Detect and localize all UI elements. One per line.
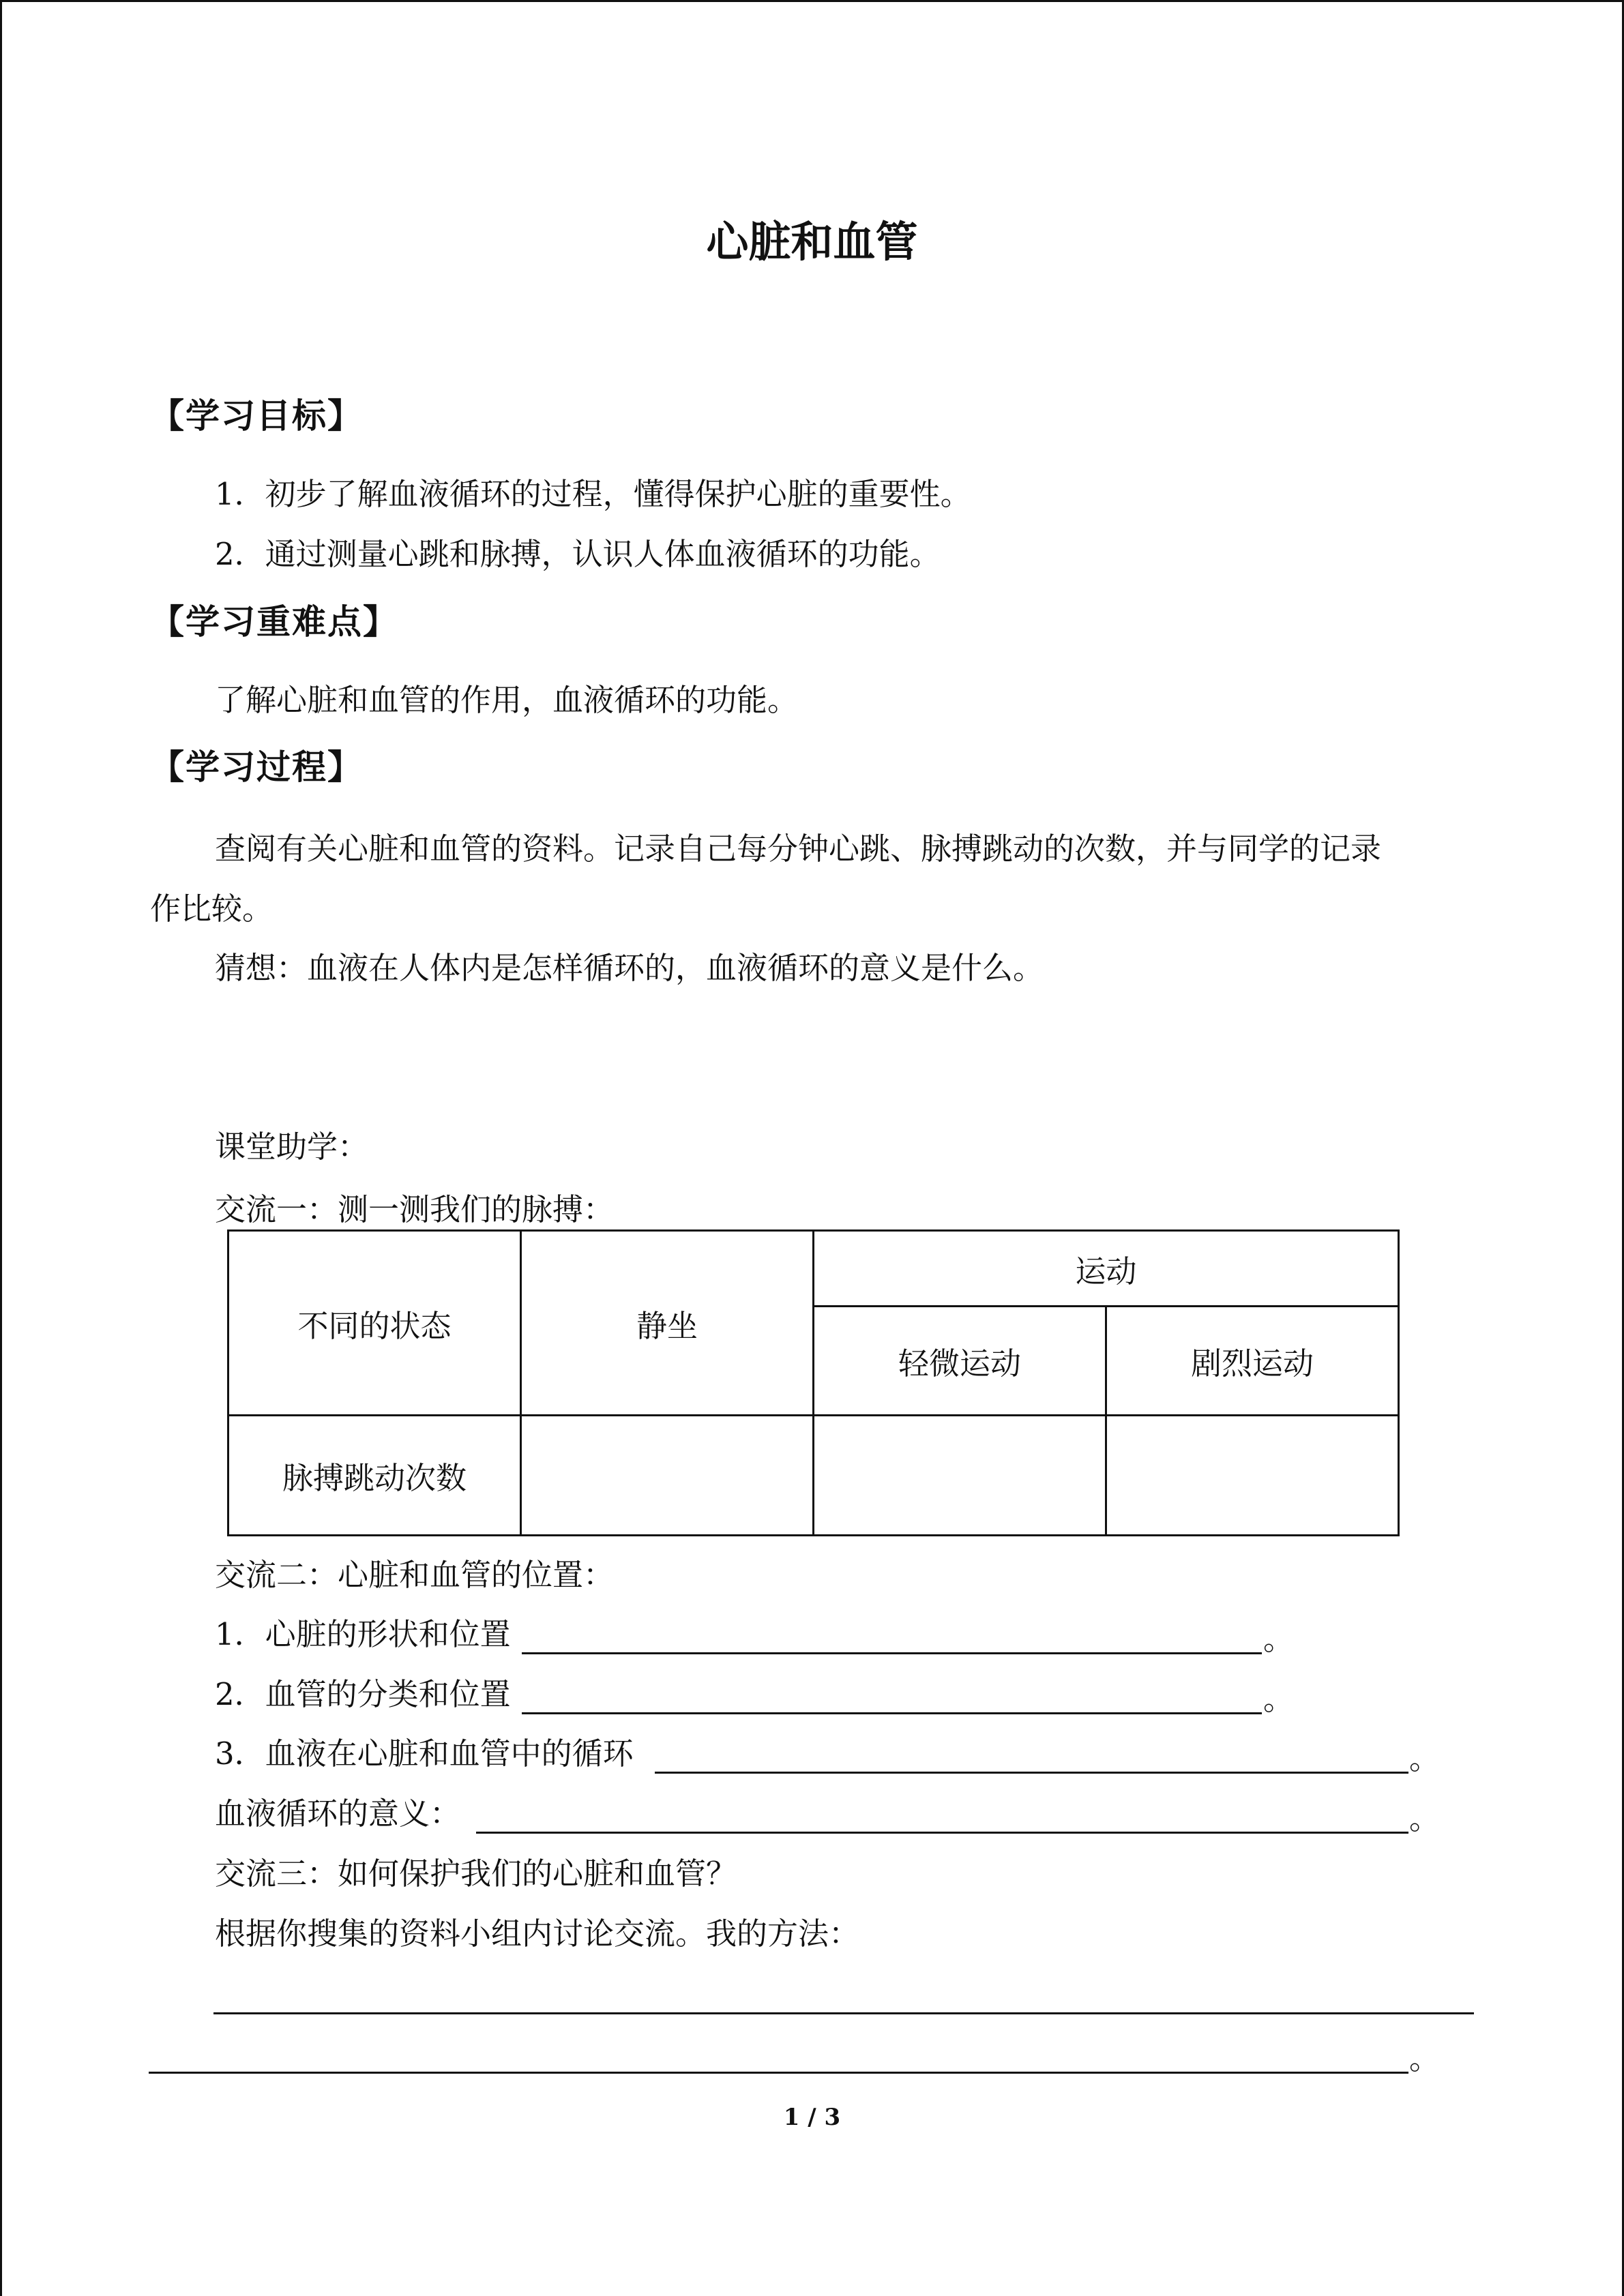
goal-item-2: 2．通过测量心跳和脉搏，认识人体血液循环的功能。 [215, 536, 941, 572]
header-heavy-exercise-cell: 剧烈运动 [1106, 1307, 1399, 1416]
pulse-table [227, 1229, 1400, 1536]
guess-text: 猜想：血液在人体内是怎样循环的，血液循环的意义是什么。 [215, 950, 1044, 986]
meaning-period: 。 [1409, 1800, 1441, 1836]
row-pulse-label-cell: 脉搏跳动次数 [228, 1416, 521, 1536]
question-1-period: 。 [1263, 1621, 1295, 1657]
process-heading: 【学习过程】 [150, 747, 363, 787]
method-label: 根据你搜集的资料小组内讨论交流。我的方法： [215, 1915, 860, 1952]
page-border-left [0, 0, 2, 2296]
exchange-3-label: 交流三：如何保护我们的心脏和血管？ [215, 1855, 737, 1892]
class-help-label: 课堂助学： [215, 1129, 369, 1165]
meaning-answer-blank[interactable] [476, 1832, 1408, 1834]
key-points-text: 了解心脏和血管的作用，血液循环的功能。 [215, 682, 799, 718]
method-answer-blank-1[interactable] [213, 2012, 1474, 2014]
page-border-top [0, 0, 1624, 2]
header-light-exercise-cell: 轻微运动 [814, 1307, 1106, 1416]
meaning-label: 血液循环的意义： [215, 1795, 461, 1832]
question-3-answer-blank[interactable] [655, 1772, 1408, 1774]
question-3-period: 。 [1409, 1740, 1441, 1776]
exchange-1-label: 交流一：测一测我们的脉搏： [215, 1191, 615, 1227]
page-title: 心脏和血管 [706, 217, 918, 267]
question-2-answer-blank[interactable] [522, 1712, 1262, 1714]
method-answer-blank-2[interactable] [149, 2072, 1408, 2074]
method-period: 。 [1409, 2040, 1441, 2076]
question-3-label: 3．血液在心脏和血管中的循环 [215, 1735, 634, 1772]
pulse-heavy-input-cell[interactable] [1106, 1416, 1399, 1536]
page-number: 1 / 3 [783, 2104, 841, 2131]
header-exercise-cell: 运动 [814, 1231, 1399, 1307]
question-2-label: 2．血管的分类和位置 [215, 1676, 511, 1712]
key-points-heading: 【学习重难点】 [150, 602, 398, 642]
exchange-2-label: 交流二：心脏和血管的位置： [215, 1557, 615, 1593]
pulse-sit-input-cell[interactable] [521, 1416, 814, 1536]
process-para-line-2: 作比较。 [150, 891, 274, 927]
goal-item-1: 1．初步了解血液循环的过程，懂得保护心脏的重要性。 [215, 476, 971, 512]
process-para-line-1: 查阅有关心脏和血管的资料。记录自己每分钟心跳、脉搏跳动的次数，并与同学的记录 [215, 831, 1382, 867]
question-1-label: 1．心脏的形状和位置 [215, 1616, 511, 1652]
header-state-cell: 不同的状态 [228, 1231, 521, 1416]
question-2-period: 。 [1263, 1681, 1295, 1717]
question-1-answer-blank[interactable] [522, 1652, 1262, 1654]
header-sit-cell: 静坐 [521, 1231, 814, 1416]
pulse-light-input-cell[interactable] [814, 1416, 1106, 1536]
goals-heading: 【学习目标】 [150, 396, 363, 436]
